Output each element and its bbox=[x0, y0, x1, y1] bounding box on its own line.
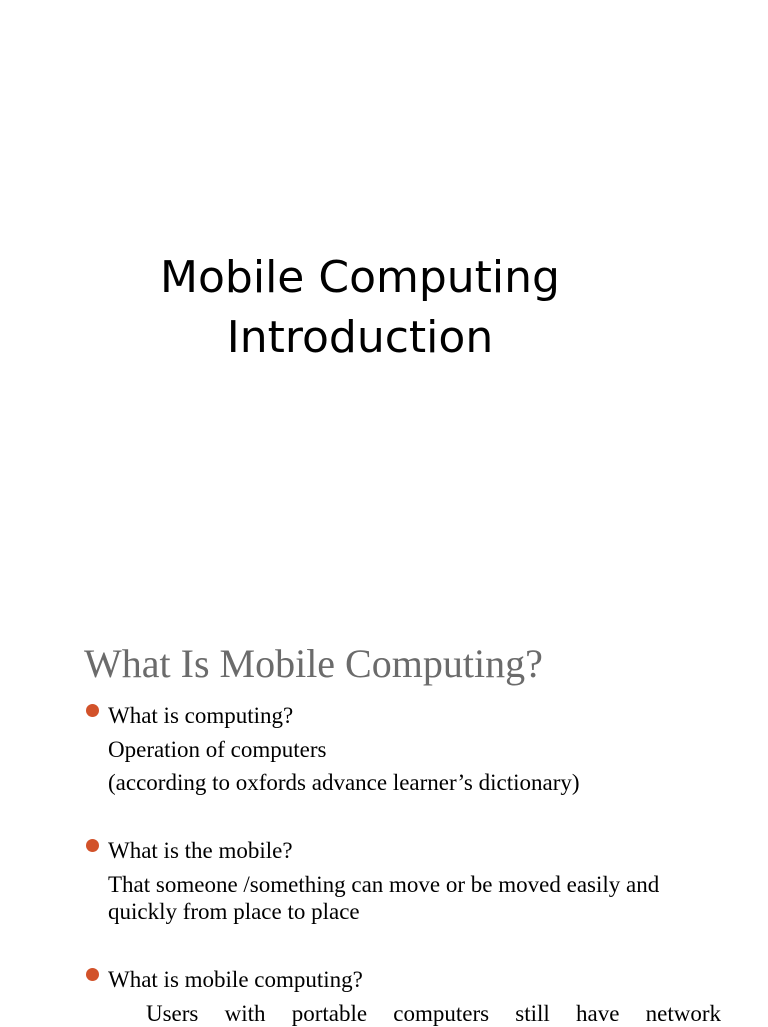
answer-word: have bbox=[575, 1001, 620, 1026]
title-line-1: Mobile Computing bbox=[160, 252, 560, 303]
bullet-dot bbox=[86, 968, 99, 981]
slide-1-title bbox=[0, 248, 720, 368]
slide-2-title: What Is Mobile Computing? bbox=[84, 641, 543, 686]
answer-word: computers bbox=[393, 1001, 490, 1026]
answer-word: still bbox=[515, 1001, 550, 1026]
answer-word: network bbox=[645, 1001, 721, 1026]
bullet-answer-2b: quickly from place to place bbox=[108, 899, 360, 924]
bullet-answer-1a: Operation of computers bbox=[108, 737, 327, 762]
bullet-answer-2a: That someone /something can move or be moved easily and bbox=[108, 872, 660, 897]
answer-word: Users bbox=[146, 1001, 199, 1026]
bullet-dot bbox=[86, 704, 99, 717]
answer-word: with bbox=[224, 1001, 266, 1026]
bullet-question-3: What is mobile computing? bbox=[108, 967, 363, 992]
bullet-question-1: What is computing? bbox=[108, 703, 294, 728]
bullet-question-2: What is the mobile? bbox=[108, 838, 293, 863]
title-line-2: Introduction bbox=[226, 312, 494, 363]
bullet-answer-3 bbox=[146, 1000, 721, 1027]
answer-word: portable bbox=[291, 1001, 368, 1026]
bullet-answer-1b: (according to oxfords advance learner’s dictionary) bbox=[108, 770, 580, 795]
bullet-dot bbox=[86, 839, 99, 852]
